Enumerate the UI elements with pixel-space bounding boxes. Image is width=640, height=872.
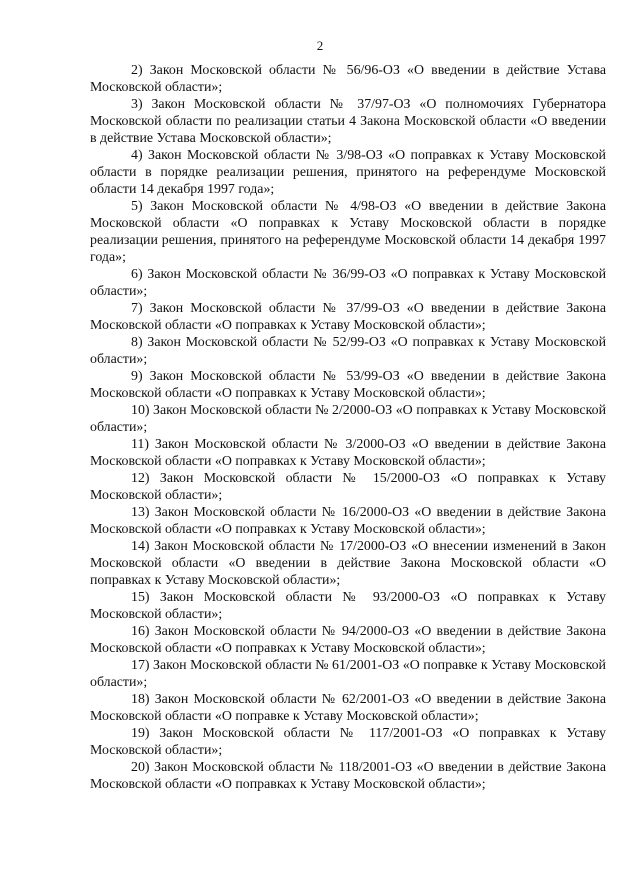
law-item: 12) Закон Московской области № 15/2000-ОЗ «О поправках к Уставу Московской области»; bbox=[90, 471, 606, 503]
law-item: 20) Закон Московской области № 118/2001-ОЗ «О введении в действие Закона Московской области «О поправках к Уставу Московской области»; bbox=[90, 760, 606, 792]
law-item: 17) Закон Московской области № 61/2001-ОЗ «О поправке к Уставу Московской области»; bbox=[90, 658, 606, 690]
law-item: 5) Закон Московской области № 4/98-ОЗ «О введении в действие Закона Московской области «О поправках к Уставу Московской области в порядке реализации решения, принятого на референдуме Московской области 14 декабря 1997 года»; bbox=[90, 199, 606, 265]
law-item: 13) Закон Московской области № 16/2000-ОЗ «О введении в действие Закона Московской области «О поправках к Уставу Московской области»; bbox=[90, 505, 606, 537]
law-item: 16) Закон Московской области № 94/2000-ОЗ «О введении в действие Закона Московской области «О поправках к Уставу Московской области»; bbox=[90, 624, 606, 656]
law-item: 4) Закон Московской области № 3/98-ОЗ «О поправках к Уставу Московской области в порядке реализации решения, принятого на референдуме Московской области 14 декабря 1997 года»; bbox=[90, 148, 606, 197]
law-item: 7) Закон Московской области № 37/99-ОЗ «О введении в действие Закона Московской области «О поправках к Уставу Московской области»; bbox=[90, 301, 606, 333]
law-item: 3) Закон Московской области № 37/97-ОЗ «О полномочиях Губернатора Московской области по реализации статьи 4 Закона Московской области «О введении в действие Устава Московской области»; bbox=[90, 97, 606, 146]
page-number: 2 bbox=[316, 38, 324, 53]
law-item: 2) Закон Московской области № 56/96-ОЗ «О введении в действие Устава Московской области»; bbox=[90, 63, 606, 95]
law-item: 14) Закон Московской области № 17/2000-ОЗ «О внесении изменений в Закон Московской области «О введении в действие Закона Московской области «О поправках к Уставу Московской области»; bbox=[90, 539, 606, 588]
law-item: 9) Закон Московской области № 53/99-ОЗ «О введении в действие Закона Московской области «О поправках к Уставу Московской области»; bbox=[90, 369, 606, 401]
law-item: 18) Закон Московской области № 62/2001-ОЗ «О введении в действие Закона Московской области «О поправке к Уставу Московской области»; bbox=[90, 692, 606, 724]
law-item: 8) Закон Московской области № 52/99-ОЗ «О поправках к Уставу Московской области»; bbox=[90, 335, 606, 367]
law-item: 6) Закон Московской области № 36/99-ОЗ «О поправках к Уставу Московской области»; bbox=[90, 267, 606, 299]
law-item: 15) Закон Московской области № 93/2000-ОЗ «О поправках к Уставу Московской области»; bbox=[90, 590, 606, 622]
law-item: 10) Закон Московской области № 2/2000-ОЗ «О поправках к Уставу Московской области»; bbox=[90, 403, 606, 435]
law-item: 19) Закон Московской области № 117/2001-ОЗ «О поправках к Уставу Московской области»; bbox=[90, 726, 606, 758]
law-item: 11) Закон Московской области № 3/2000-ОЗ «О введении в действие Закона Московской области «О поправках к Уставу Московской области»; bbox=[90, 437, 606, 469]
law-list bbox=[90, 62, 606, 793]
